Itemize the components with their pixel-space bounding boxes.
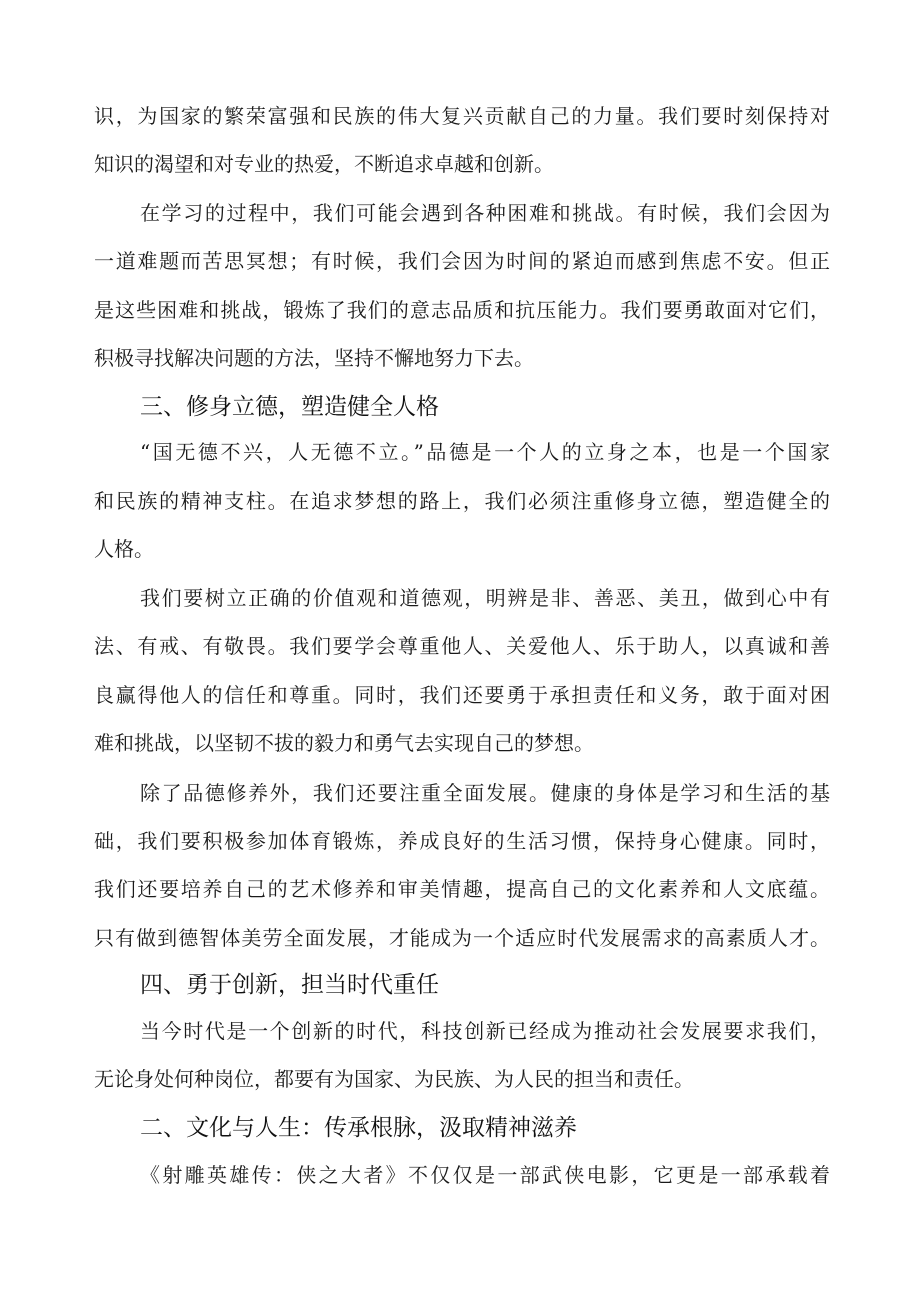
paragraph-4-line-1: 我们要树立正确的价值观和道德观，明辨是非、善恶、美丑，做到心中有 xyxy=(140,586,830,610)
paragraph-1-line-2: 知识的渴望和对专业的热爱，不断追求卓越和创新。 xyxy=(94,152,554,176)
paragraph-4-line-2: 法、有戒、有敬畏。我们要学会尊重他人、关爱他人、乐于助人，以真诚和善 xyxy=(94,634,830,658)
paragraph-3-line-2: 和民族的精神支柱。在追求梦想的路上，我们必须注重修身立德，塑造健全的 xyxy=(94,489,830,513)
section-heading-2: 二、文化与人生：传承根脉，汲取精神滋养 xyxy=(140,1115,577,1141)
paragraph-2-line-1: 在学习的过程中，我们可能会遇到各种困难和挑战。有时候，我们会因为 xyxy=(140,201,830,225)
section-heading-3: 三、修身立德，塑造健全人格 xyxy=(140,394,439,420)
paragraph-5-line-2: 础，我们要积极参加体育锻炼，养成良好的生活习惯，保持身心健康。同时， xyxy=(94,829,830,853)
section-heading-4: 四、勇于创新，担当时代重任 xyxy=(140,972,439,998)
paragraph-2-line-3: 是这些困难和挑战，锻炼了我们的意志品质和抗压能力。我们要勇敢面对它们， xyxy=(94,298,830,322)
paragraph-3-line-3: 人格。 xyxy=(94,537,154,561)
paragraph-5-line-3: 我们还要培养自己的艺术修养和审美情趣，提高自己的文化素养和人文底蕴。 xyxy=(94,877,830,901)
paragraph-5-line-4: 只有做到德智体美劳全面发展，才能成为一个适应时代发展需求的高素质人才。 xyxy=(94,926,830,950)
paragraph-4-line-3: 良赢得他人的信任和尊重。同时，我们还要勇于承担责任和义务，敢于面对困 xyxy=(94,683,830,707)
paragraph-3-line-1: “国无德不兴，人无德不立。”品德是一个人的立身之本，也是一个国家 xyxy=(140,440,830,464)
paragraph-5-line-1: 除了品德修养外，我们还要注重全面发展。健康的身体是学习和生活的基 xyxy=(140,781,830,805)
paragraph-7-line-1: 《射雕英雄传：侠之大者》不仅仅是一部武侠电影，它更是一部承载着 xyxy=(140,1163,830,1187)
paragraph-2-line-2: 一道难题而苦思冥想；有时候，我们会因为时间的紧迫而感到焦虑不安。但正 xyxy=(94,249,830,273)
paragraph-2-line-4: 积极寻找解决问题的方法，坚持不懈地努力下去。 xyxy=(94,346,534,370)
paragraph-4-line-4: 难和挑战，以坚韧不拔的毅力和勇气去实现自己的梦想。 xyxy=(94,731,594,755)
paragraph-1-line-1: 识，为国家的繁荣富强和民族的伟大复兴贡献自己的力量。我们要时刻保持对 xyxy=(94,104,830,128)
paragraph-6-line-1: 当今时代是一个创新的时代，科技创新已经成为推动社会发展要求我们， xyxy=(140,1019,830,1043)
paragraph-6-line-2: 无论身处何种岗位，都要有为国家、为民族、为人民的担当和责任。 xyxy=(94,1067,694,1091)
